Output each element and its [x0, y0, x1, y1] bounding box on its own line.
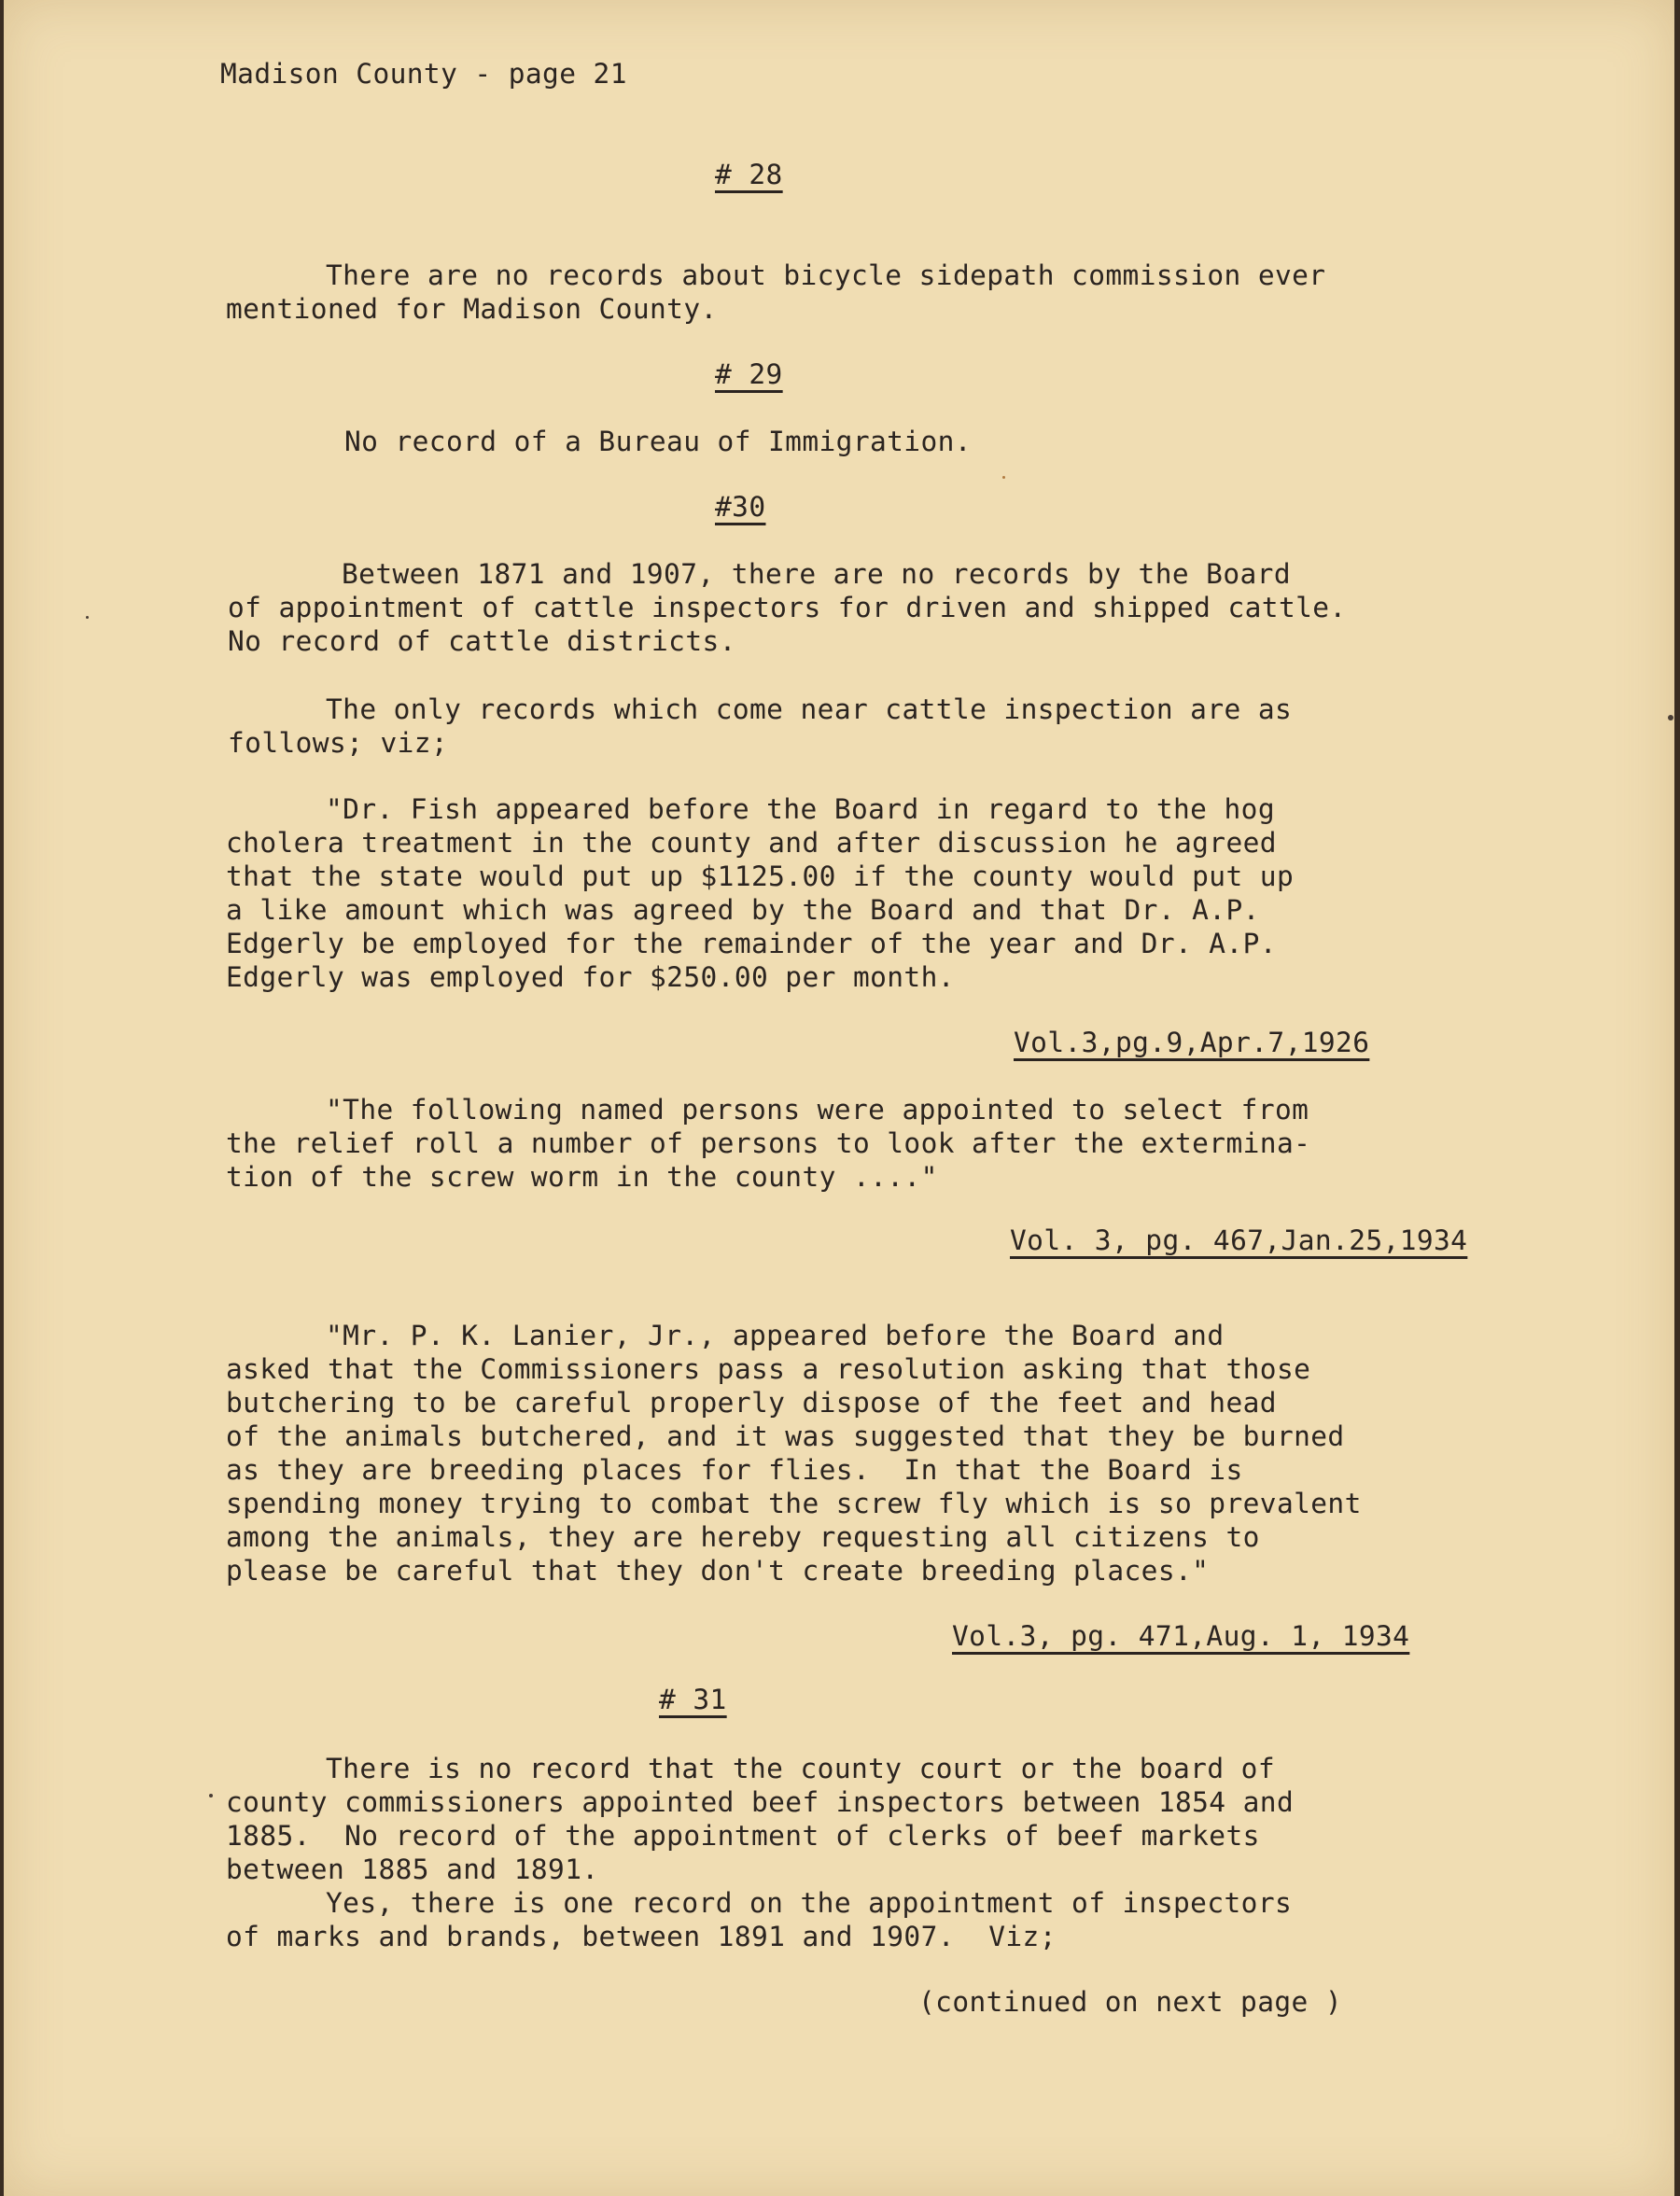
section-30-p2-line-1: The only records which come near cattle inspection are as	[326, 693, 1293, 725]
citation-2: Vol. 3, pg. 467,Jan.25,1934	[1010, 1224, 1468, 1256]
paper-speck	[1002, 476, 1005, 479]
quote-2-line-2: the relief roll a number of persons to look after the extermina-	[226, 1127, 1311, 1159]
page-header: Madison County - page 21	[220, 58, 627, 90]
paper-speck	[86, 616, 89, 619]
quote-3-line-5: as they are breeding places for flies. In that the Board is	[226, 1454, 1243, 1486]
section-31-p2-line-1: Yes, there is one record on the appointment of inspectors	[326, 1887, 1293, 1919]
quote-1-line-3: that the state would put up $1125.00 if the county would put up	[226, 860, 1295, 892]
typed-page	[4, 0, 1674, 2196]
continued-note: (continued on next page )	[918, 1986, 1343, 2018]
paper-speck	[209, 1794, 213, 1797]
quote-3-line-7: among the animals, they are hereby requesting all citizens to	[226, 1521, 1260, 1553]
quote-3-line-2: asked that the Commissioners pass a resolution asking that those	[226, 1353, 1311, 1385]
quote-3-line-4: of the animals butchered, and it was suggested that they be burned	[226, 1420, 1345, 1452]
quote-3-line-3: butchering to be careful properly dispose of the feet and head	[226, 1387, 1277, 1419]
section-31-p2-line-2: of marks and brands, between 1891 and 1907. Viz;	[226, 1921, 1057, 1952]
section-30-p2-line-2: follows; viz;	[228, 727, 449, 759]
section-31-p1-line-1: There is no record that the county court or the board of	[326, 1753, 1275, 1784]
quote-3-line-8: please be careful that they don't create breeding places."	[226, 1555, 1210, 1587]
section-31-p1-line-4: between 1885 and 1891.	[226, 1853, 599, 1885]
section-30-p1-line-3: No record of cattle districts.	[228, 625, 736, 657]
quote-1-line-1: "Dr. Fish appeared before the Board in regard to the hog	[326, 793, 1275, 825]
quote-3-line-1: "Mr. P. K. Lanier, Jr., appeared before the Board and	[326, 1320, 1225, 1351]
section-heading-31: # 31	[659, 1684, 727, 1715]
paper-speck	[1668, 715, 1673, 720]
quote-2-line-1: "The following named persons were appointed to select from	[326, 1094, 1309, 1126]
citation-3: Vol.3, pg. 471,Aug. 1, 1934	[952, 1620, 1410, 1652]
section-30-p1-line-2: of appointment of cattle inspectors for driven and shipped cattle.	[228, 592, 1347, 623]
section-30-p1-line-1: Between 1871 and 1907, there are no records by the Board	[342, 558, 1291, 590]
section-29-line-1: No record of a Bureau of Immigration.	[344, 426, 972, 457]
section-31-p1-line-2: county commissioners appointed beef inspectors between 1854 and	[226, 1786, 1295, 1818]
quote-3-line-6: spending money trying to combat the screw fly which is so prevalent	[226, 1488, 1362, 1519]
section-28-line-2: mentioned for Madison County.	[226, 293, 718, 325]
section-heading-28: # 28	[715, 159, 783, 190]
section-31-p1-line-3: 1885. No record of the appointment of clerks of beef markets	[226, 1820, 1260, 1852]
citation-1: Vol.3,pg.9,Apr.7,1926	[1014, 1027, 1370, 1058]
quote-2-line-3: tion of the screw worm in the county ...."	[226, 1161, 938, 1193]
quote-1-line-4: a like amount which was agreed by the Board and that Dr. A.P.	[226, 894, 1260, 926]
quote-1-line-6: Edgerly was employed for $250.00 per month.	[226, 961, 955, 993]
quote-1-line-2: cholera treatment in the county and after discussion he agreed	[226, 827, 1277, 859]
section-heading-30: #30	[715, 491, 766, 523]
section-28-line-1: There are no records about bicycle sidepath commission ever	[326, 259, 1326, 291]
quote-1-line-5: Edgerly be employed for the remainder of the year and Dr. A.P.	[226, 928, 1277, 959]
section-heading-29: # 29	[715, 358, 783, 390]
